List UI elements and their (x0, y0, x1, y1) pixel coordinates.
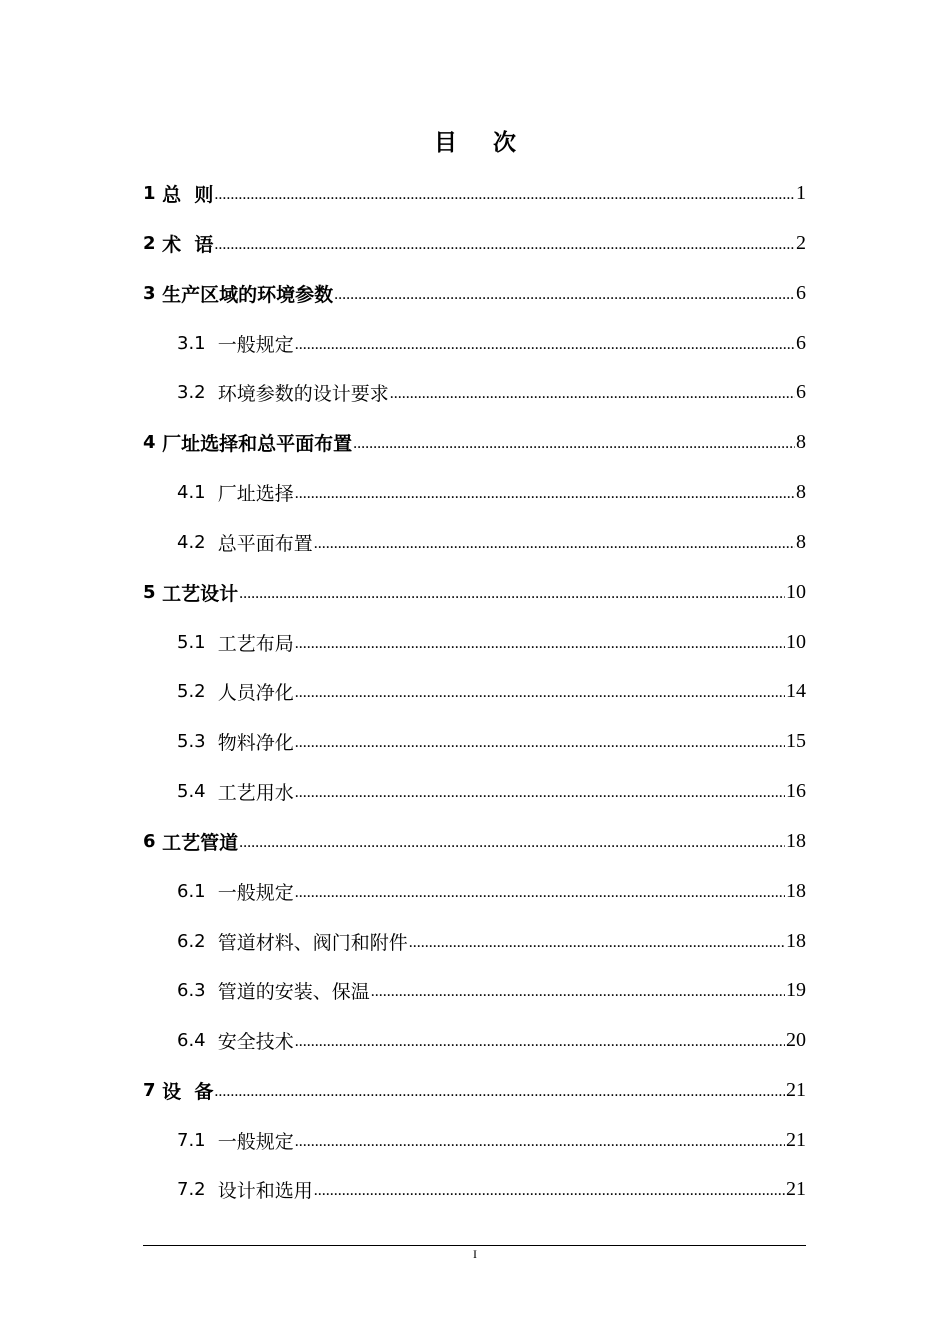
toc-entry-title: 安全技术 (205, 1030, 294, 1053)
toc-entry-page: 15 (786, 729, 806, 752)
toc-leader-dots (295, 1034, 785, 1056)
toc-leader-dots (295, 1134, 785, 1156)
toc-entry-number: 4 (143, 431, 156, 453)
toc-entry-title: 生产区域的环境参数 (155, 283, 334, 306)
toc-entry-number: 7.2 (177, 1178, 206, 1200)
toc-entry[interactable] (177, 376, 806, 408)
toc-entry[interactable] (177, 675, 806, 707)
toc-title: 目 次 (433, 130, 530, 156)
toc-leader-dots (214, 1084, 785, 1106)
toc-entry-number: 5.4 (177, 780, 206, 802)
toc-leader-dots (390, 386, 795, 408)
toc-entry[interactable] (143, 177, 806, 209)
toc-entry-page: 8 (796, 530, 806, 553)
toc-entry-page: 10 (786, 580, 806, 603)
toc-entry-page: 6 (796, 281, 806, 304)
toc-entry-title: 物料净化 (205, 731, 294, 754)
toc-entry-title: 一般规定 (205, 881, 294, 904)
toc-entry[interactable] (177, 1124, 806, 1156)
toc-entry-number: 7.1 (177, 1129, 206, 1151)
toc-entry-number: 5 (143, 581, 156, 603)
toc-entry[interactable] (143, 426, 806, 458)
toc-leader-dots (295, 735, 785, 757)
toc-leader-dots (295, 885, 785, 907)
footer-page-number: I (473, 1247, 477, 1261)
toc-leader-dots (295, 636, 785, 658)
toc-entry-number: 7 (143, 1079, 156, 1101)
toc-leader-dots (295, 785, 785, 807)
toc-entry-number: 6 (143, 830, 156, 852)
toc-entry-number: 6.2 (177, 930, 206, 952)
toc-entry-number: 4.1 (177, 481, 206, 503)
toc-entry-page: 21 (786, 1177, 806, 1200)
toc-entry-number: 5.3 (177, 730, 206, 752)
toc-entry[interactable] (143, 576, 806, 608)
toc-entry-number: 6.4 (177, 1029, 206, 1051)
toc-leader-dots (295, 337, 795, 359)
toc-entry-page: 6 (796, 331, 806, 354)
toc-entry-number: 3 (143, 282, 156, 304)
toc-entry[interactable] (177, 327, 806, 359)
toc-leader-dots (214, 237, 795, 259)
toc-entry-page: 16 (786, 779, 806, 802)
toc-entry-number: 1 (143, 182, 156, 204)
toc-leader-dots (371, 984, 785, 1006)
toc-entry-page: 14 (786, 679, 806, 702)
toc-entry-page: 18 (786, 829, 806, 852)
toc-entry-page: 10 (786, 630, 806, 653)
toc-entry-page: 21 (786, 1128, 806, 1151)
toc-entry[interactable] (177, 1173, 806, 1205)
toc-leader-dots (334, 287, 795, 309)
toc-entry-page: 2 (796, 231, 806, 254)
toc-entry-title: 设计和选用 (205, 1179, 313, 1202)
toc-entry[interactable] (143, 825, 806, 857)
toc-entry[interactable] (177, 725, 806, 757)
toc-entry-number: 5.2 (177, 680, 206, 702)
toc-entry-page: 8 (796, 480, 806, 503)
toc-entry-page: 18 (786, 929, 806, 952)
toc-entry-number: 6.3 (177, 979, 206, 1001)
toc-entry-title: 工艺设计 (155, 582, 239, 605)
toc-entry-number: 6.1 (177, 880, 206, 902)
footer-rule (143, 1245, 806, 1246)
toc-entry[interactable] (177, 626, 806, 658)
toc-leader-dots (214, 187, 795, 209)
toc-entry[interactable] (177, 476, 806, 508)
toc-entry[interactable] (143, 277, 806, 309)
toc-leader-dots (353, 436, 795, 458)
toc-leader-dots (295, 486, 795, 508)
toc-entry-title: 一般规定 (205, 1130, 294, 1153)
toc-entry-title: 管道的安装、保温 (205, 980, 370, 1003)
toc-entry-title: 厂址选择和总平面布置 (155, 432, 353, 455)
toc-entry-number: 3.2 (177, 381, 206, 403)
toc-entry-number: 3.1 (177, 332, 206, 354)
toc-entry-title: 人员净化 (205, 681, 294, 704)
toc-entry-page: 8 (796, 430, 806, 453)
toc-entry-title: 术 语 (155, 233, 214, 256)
toc-entry[interactable] (177, 1024, 806, 1056)
toc-entry-title: 设 备 (155, 1080, 214, 1103)
toc-entry-title: 工艺用水 (205, 781, 294, 804)
toc-entry[interactable] (177, 875, 806, 907)
toc-entry-number: 4.2 (177, 531, 206, 553)
toc-entry-number: 5.1 (177, 631, 206, 653)
toc-entry-title: 工艺管道 (155, 831, 239, 854)
toc-entry-title: 一般规定 (205, 333, 294, 356)
toc-entry-number: 2 (143, 232, 156, 254)
toc-leader-dots (239, 835, 785, 857)
toc-leader-dots (314, 536, 795, 558)
toc-leader-dots (314, 1183, 785, 1205)
toc-entry[interactable] (177, 775, 806, 807)
toc-entry-page: 18 (786, 879, 806, 902)
toc-entry[interactable] (143, 227, 806, 259)
toc-entry-title: 环境参数的设计要求 (205, 382, 389, 405)
toc-entry-page: 19 (786, 978, 806, 1001)
toc-leader-dots (295, 685, 785, 707)
toc-entry-page: 21 (786, 1078, 806, 1101)
toc-entry-page: 20 (786, 1028, 806, 1051)
toc-entry-page: 1 (796, 181, 806, 204)
toc-entry-title: 管道材料、阀门和附件 (205, 931, 408, 954)
toc-entry-title: 总平面布置 (205, 532, 313, 555)
toc-leader-dots (239, 586, 785, 608)
toc-leader-dots (409, 935, 785, 957)
toc-entry[interactable] (143, 1074, 806, 1106)
toc-entry[interactable] (177, 925, 806, 957)
toc-entry-title: 厂址选择 (205, 482, 294, 505)
toc-entry[interactable] (177, 974, 806, 1006)
toc-entry-title: 总 则 (155, 183, 214, 206)
toc-entry-title: 工艺布局 (205, 632, 294, 655)
toc-entry-page: 6 (796, 380, 806, 403)
toc-entry[interactable] (177, 526, 806, 558)
